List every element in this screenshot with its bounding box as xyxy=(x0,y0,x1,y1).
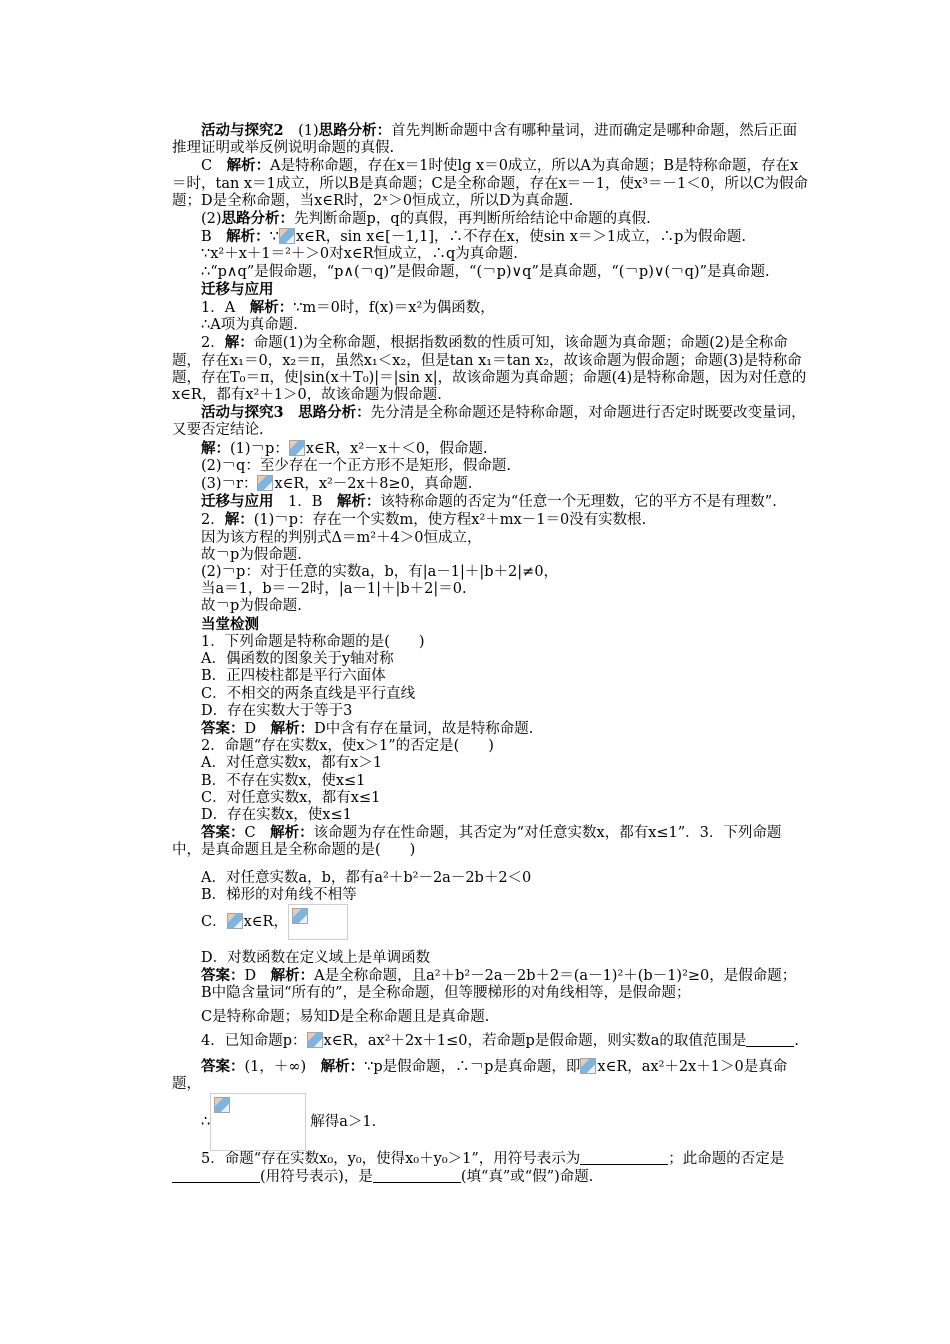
formula-image-icon xyxy=(292,908,308,924)
text-line: ∴ 解得a＞1. xyxy=(172,1093,808,1151)
text-line: B．梯形的对角线不相等 xyxy=(201,886,357,903)
text-line: 答案：(1，＋∞) 解析：∵p是假命题，∴￢p是真命题，即 x∈R，ax²＋2x＋1＞0是真命题， xyxy=(172,1057,788,1093)
text-line: C． x∈R， xyxy=(172,904,808,940)
formula-image-icon xyxy=(257,475,273,491)
text-line: (2)￢q：至少存在一个正方形不是矩形，假命题. xyxy=(201,457,511,474)
text-line: ∴“p∧q”是假命题，“p∧(￢q)”是假命题，“(￢p)∨q”是真命题，“(￢p)∨(￢q)”是真命题. xyxy=(201,263,770,280)
formula-image-icon xyxy=(279,228,295,244)
text-line: 活动与探究3 思路分析：先分清是全称命题还是特称命题，对命题进行否定时既要改变量词，又要否定结论. xyxy=(172,404,806,439)
formula-image-icon xyxy=(227,913,243,929)
text-line: D．对数函数在定义域上是单调函数 xyxy=(201,949,431,966)
text-line: 解：(1)￢p： x∈R，x²－x＋＜0，假命题. xyxy=(201,439,488,457)
formula-image-icon xyxy=(289,440,305,456)
text-line: A．偶函数的图象关于y轴对称 xyxy=(201,651,394,668)
formula-image-icon xyxy=(214,1097,230,1113)
formula-image-icon xyxy=(580,1058,596,1074)
answer-blank[interactable] xyxy=(580,1151,668,1165)
text-line: 答案：C 解析：该命题为存在性命题，其否定为“对任意实数x，都有x≤1”．3．下列命题中，是真命题且是全称命题的是( ) xyxy=(172,824,782,859)
text-line: 5．命题“存在实数x₀，y₀，使得x₀＋y₀＞1”，用符号表示为 ；此命题的否定是(用符号表示)，是 (填“真”或“假”)命题. xyxy=(172,1151,808,1185)
text-line: A．对任意实数x，都有x＞1 xyxy=(201,755,383,772)
answer-blank[interactable] xyxy=(373,1169,461,1183)
text-line: ∵x²＋x＋1＝²＋＞0对x∈R恒成立，∴q为真命题. xyxy=(201,246,518,263)
text-line: (2)￢p：对于任意的实数a，b，有|a－1|＋|b＋2|≠0， xyxy=(201,564,559,581)
text-line: 4．已知命题p： x∈R，ax²＋2x＋1≤0，若命题p是假命题，则实数a的取值范围是 . xyxy=(201,1032,800,1049)
text-line: 因为该方程的判别式Δ＝m²＋4＞0恒成立， xyxy=(201,529,482,546)
text-line: 1．下列命题是特称命题的是( ) xyxy=(201,633,425,650)
formula-image-box xyxy=(288,904,348,940)
text-line: 迁移与应用 xyxy=(201,280,274,298)
text-line: C 解析：A是特称命题，存在x＝1时使lg x＝0成立，所以A为真命题；B是特称命题，存在x＝时，tan x＝1成立，所以B是真命题；C是全称命题，存在x＝－1，使x³＝－1＜0，所以C为假命题；D是全称命题，当x∈R时，2ˣ＞0恒成立，所以D为真命题. xyxy=(172,157,809,209)
text-line: C．不相交的两条直线是平行直线 xyxy=(201,685,416,702)
formula-image-icon xyxy=(307,1032,323,1048)
text-line: (2)思路分析：先判断命题p，q的真假，再判断所给结论中命题的真假. xyxy=(201,210,651,228)
text-line: C是特称命题；易知D是全称命题且是真命题. xyxy=(201,1008,490,1025)
formula-image-box xyxy=(210,1093,306,1151)
text-line: D．存在实数大于等于3 xyxy=(201,702,353,719)
text-line: 答案：D 解析：D中含有存在量词，故是特称命题. xyxy=(201,719,534,737)
text-line: 2．解：(1)￢p：存在一个实数m，使方程x²＋mx－1＝0没有实数根. xyxy=(201,511,647,529)
text-line: 2．解：命题(1)为全称命题，根据指数函数的性质可知，该命题为真命题；命题(2)是全称命题，存在x₁＝0，x₂＝π，虽然x₁＜x₂，但是tan x₁＝tan x₂，故该命题为假命题；命题(3)是特称命题，存在T₀＝π，使|sin(x＋T₀)|＝|sin x|，故该命题为真命题；命题(4)是特称命题，因为对任意的x∈R，都有x²＋1＞0，故该命题为假命题. xyxy=(172,334,807,404)
text-line: (3)￢r： x∈R，x²－2x＋8≥0，真命题. xyxy=(201,476,473,493)
answer-blank[interactable] xyxy=(172,1169,260,1183)
text-line: 故￢p为假命题. xyxy=(201,598,302,615)
text-line: B 解析：∵ x∈R，sin x∈[－1,1]，∴不存在x，使sin x＝＞1成立，∴p为假命题. xyxy=(201,228,747,246)
text-line: 答案：D 解析：A是全称命题，且a²＋b²－2a－2b＋2＝(a－1)²＋(b－1)²≥0，是假命题； xyxy=(201,967,797,985)
text-line: ∴A项为真命题. xyxy=(201,317,298,334)
text-line: 1．A 解析：∵m＝0时，f(x)＝x²为偶函数， xyxy=(201,299,495,317)
text-line: B中隐含量词“所有的”，是全称命题，但等腰梯形的对角线相等，是假命题； xyxy=(201,985,691,1002)
text-line: 故￢p为假命题. xyxy=(201,546,302,563)
text-line: B．不存在实数x，使x≤1 xyxy=(201,772,366,789)
text-line: 迁移与应用 1．B 解析：该特称命题的否定为“任意一个无理数，它的平方不是有理数”. xyxy=(201,493,777,511)
answer-blank[interactable] xyxy=(746,1033,794,1047)
text-line: 2．命题“存在实数x，使x＞1”的否定是( ) xyxy=(201,738,494,755)
text-line: A．对任意实数a，b，都有a²＋b²－2a－2b＋2＜0 xyxy=(201,869,532,886)
text-line: 活动与探究2 (1)思路分析：首先判断命题中含有哪种量词，进而确定是哪种命题，然后正面推理证明或举反例说明命题的真假. xyxy=(172,122,798,157)
text-line: 当堂检测 xyxy=(201,615,259,633)
document-body xyxy=(172,122,808,1186)
text-line: C．对任意实数x，都有x≤1 xyxy=(201,789,381,806)
text-line: 当a＝1，b＝－2时，|a－1|＋|b＋2|＝0. xyxy=(201,581,467,598)
text-line: D．存在实数x，使x≤1 xyxy=(201,806,352,823)
text-line: B．正四棱柱都是平行六面体 xyxy=(201,668,386,685)
